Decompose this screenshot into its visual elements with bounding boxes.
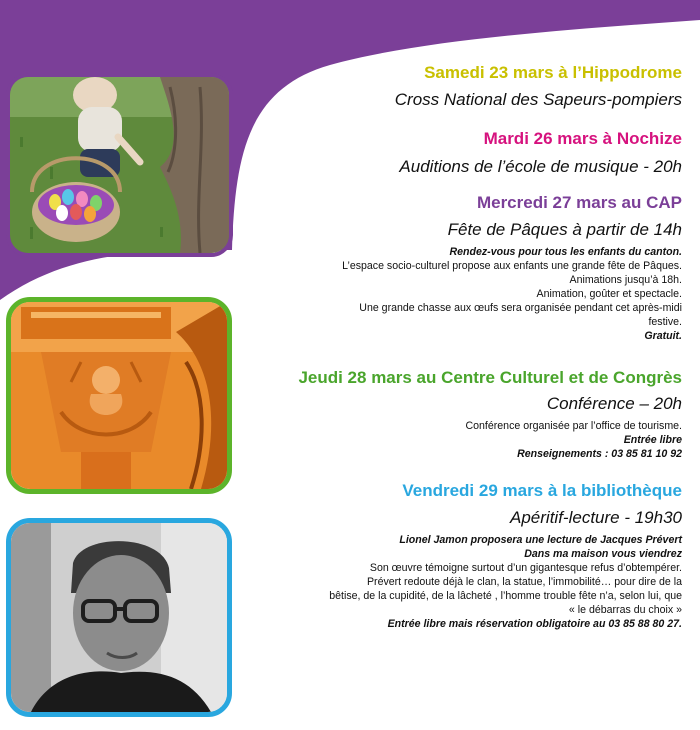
event-5-line: Prévert redoute déjà le clan, la statue, l’immobilité… pour dire de la: [366, 576, 682, 588]
event-3-subtitle: Fête de Pâques à partir de 14h: [447, 220, 682, 239]
event-3-line: Rendez-vous pour tous les enfants du canton.: [449, 246, 682, 258]
event-5-reservation: Entrée libre mais réservation obligatoire au 03 85 88 80 27.: [387, 618, 682, 630]
event-5-line: Son œuvre témoigne surtout d’un gigantesque refus d’obtempérer.: [369, 562, 682, 574]
event-3-description: [342, 245, 682, 343]
event-5-title: Vendredi 29 mars à la bibliothèque: [402, 481, 682, 500]
event-4-title: Jeudi 28 mars au Centre Culturel et de Congrès: [298, 368, 682, 387]
event-3-line: Une grande chasse aux œufs sera organisée pendant cet après-midi: [359, 302, 682, 314]
event-3-line: L’espace socio-culturel propose aux enfants une grande fête de Pâques.: [342, 260, 682, 272]
event-3-title: Mercredi 27 mars au CAP: [476, 193, 682, 212]
event-5: [329, 480, 682, 631]
event-3-price: Gratuit.: [644, 330, 682, 342]
event-5-line: Lionel Jamon proposera une lecture de Jacques Prévert: [399, 534, 682, 546]
event-2-title: Mardi 26 mars à Nochize: [483, 129, 682, 148]
event-1-title: Samedi 23 mars à l’Hippodrome: [424, 63, 682, 82]
easter-egg-hunt-photo: [6, 73, 233, 257]
event-5-line: « le débarras du choix »: [568, 604, 682, 616]
event-3-line: festive.: [648, 316, 682, 328]
event-1-subtitle: Cross National des Sapeurs-pompiers: [394, 90, 682, 109]
event-5-description: [329, 533, 682, 631]
event-3-line: Animations jusqu’à 18h.: [569, 274, 682, 286]
event-4-line: Conférence organisée par l’office de tourisme.: [465, 420, 682, 432]
event-2: [399, 128, 682, 177]
event-4-description: [298, 419, 682, 461]
event-3: [342, 192, 682, 343]
event-5-line: bêtise, de la cupidité, de la lâcheté , l’homme trouble fête n’a, selon lui, que: [329, 590, 682, 602]
event-3-line: Animation, goûter et spectacle.: [536, 288, 682, 300]
event-5-line: Dans ma maison vous viendrez: [524, 548, 682, 560]
romanesque-sculpture-photo: [6, 297, 232, 494]
event-4-phone: Renseignements : 03 85 81 10 92: [517, 448, 682, 460]
event-4-subtitle: Conférence – 20h: [546, 394, 682, 413]
event-5-subtitle: Apéritif-lecture - 19h30: [510, 508, 682, 527]
event-2-subtitle: Auditions de l’école de musique - 20h: [399, 157, 682, 176]
event-1: [395, 62, 682, 110]
event-4-line: Entrée libre: [623, 434, 682, 446]
event-4: [298, 367, 682, 461]
portrait-photo: [6, 518, 232, 717]
